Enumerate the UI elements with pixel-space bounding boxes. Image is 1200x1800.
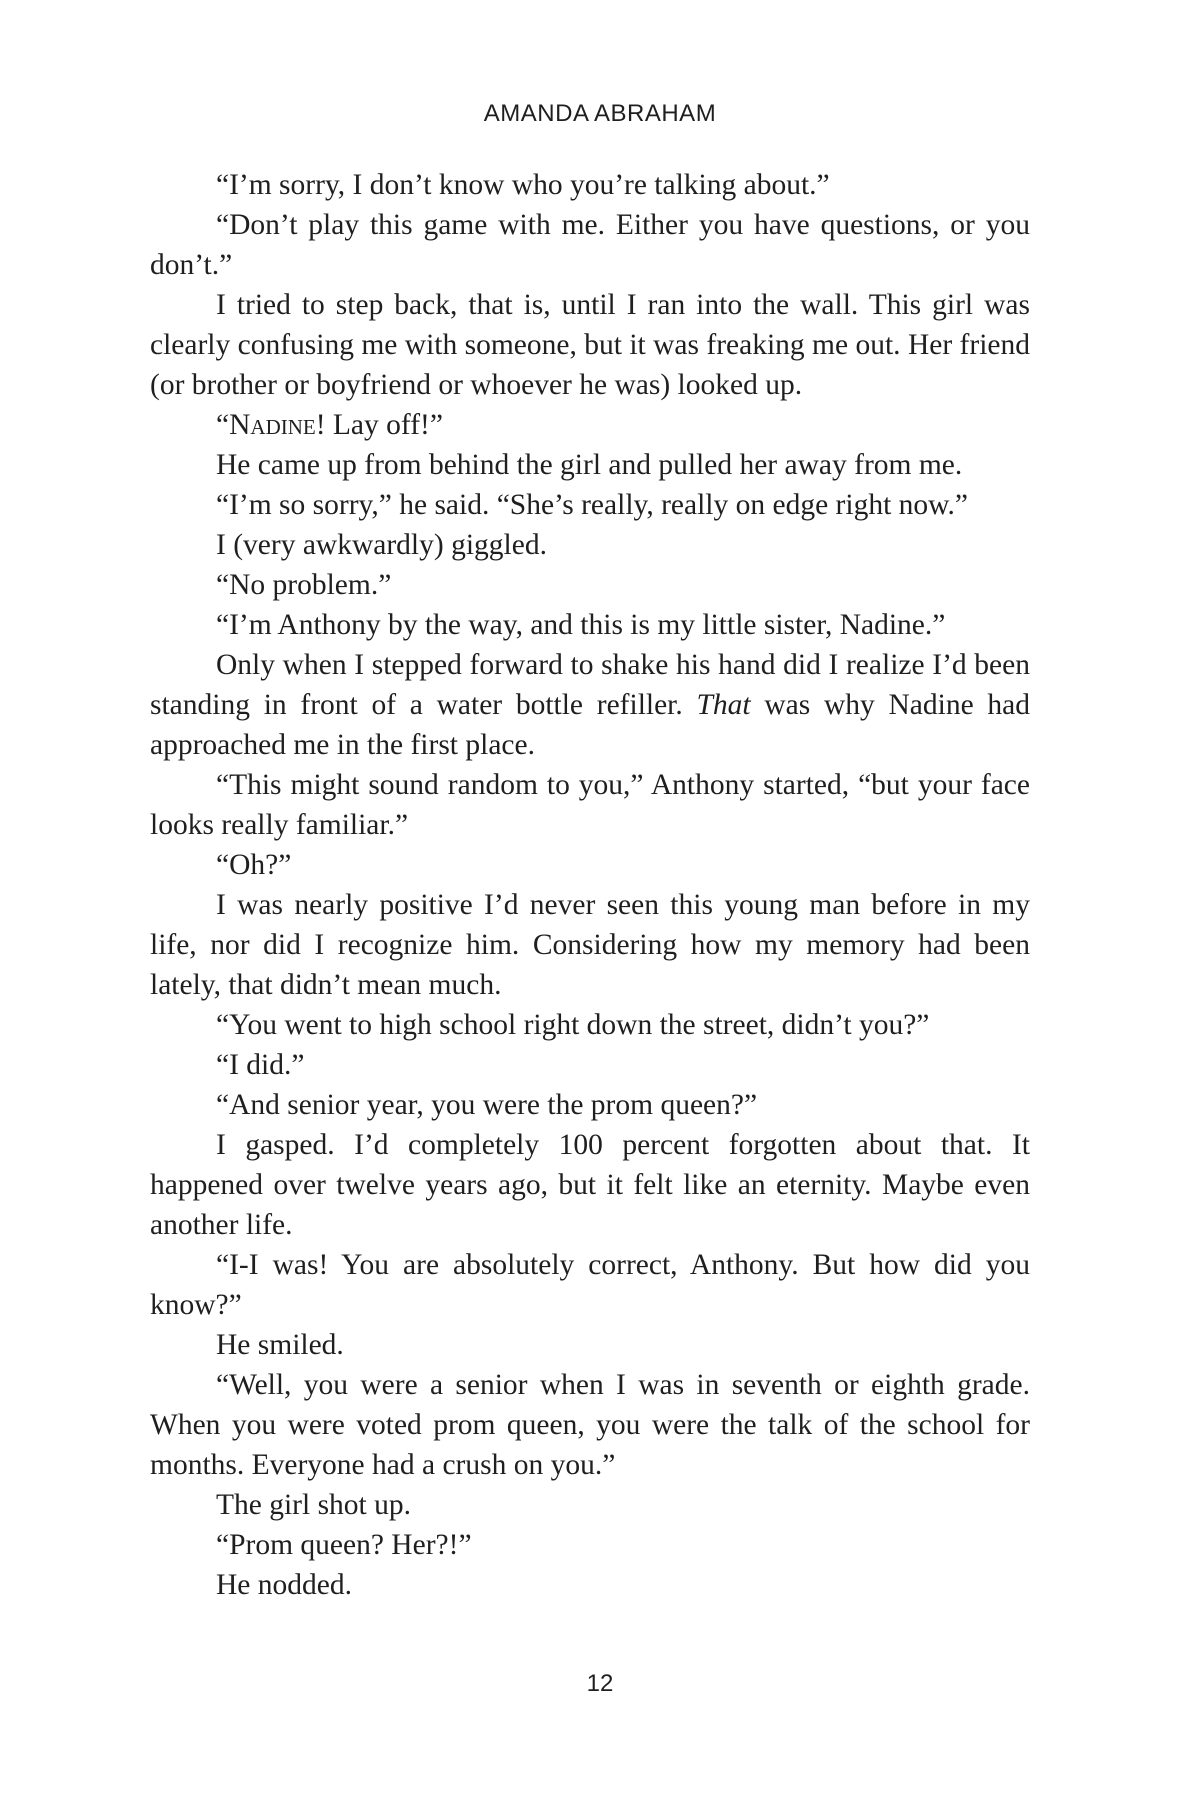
paragraph: “I’m so sorry,” he said. “She’s really, really on edge right now.” (216, 489, 969, 521)
paragraph (150, 405, 1030, 445)
text-run: was why Nadine had approached me in the first place. (150, 689, 1030, 761)
paragraph: “I-I was! You are absolutely correct, Anthony. But how did you know?” (150, 1249, 1030, 1321)
paragraph: “You went to high school right down the street, didn’t you?” (216, 1009, 930, 1041)
quote-rest: ! Lay off!” (315, 409, 443, 441)
paragraph: “This might sound random to you,” Anthony started, “but your face looks really familiar.” (150, 769, 1030, 841)
paragraph: “Well, you were a senior when I was in seventh or eighth grade. When you were voted prom queen, you were the talk of the school for months. Everyone had a crush on you.” (150, 1369, 1030, 1481)
emphasized-word: That (696, 689, 751, 721)
paragraph (150, 645, 1030, 765)
paragraph: “No problem.” (216, 569, 392, 601)
shouted-name: Nadine (229, 409, 316, 441)
body-text (150, 165, 1030, 1605)
paragraph: I (very awkwardly) giggled. (216, 529, 547, 561)
page-number: 12 (586, 1670, 614, 1697)
paragraph: “I’m Anthony by the way, and this is my little sister, Nadine.” (216, 609, 946, 641)
paragraph: “I’m sorry, I don’t know who you’re talking about.” (216, 169, 830, 201)
quote-open: “ (216, 409, 230, 441)
paragraph: “And senior year, you were the prom queen?” (216, 1089, 758, 1121)
paragraph: I was nearly positive I’d never seen this young man before in my life, nor did I recognize him. Considering how my memory had been lately, that didn’t mean much. (150, 889, 1030, 1001)
paragraph: “Don’t play this game with me. Either you have questions, or you don’t.” (150, 209, 1030, 281)
paragraph: “Oh?” (216, 849, 292, 881)
paragraph: I gasped. I’d completely 100 percent forgotten about that. It happened over twelve years ago, but it felt like an eternity. Maybe even another life. (150, 1129, 1030, 1241)
paragraph: “I did.” (216, 1049, 305, 1081)
paragraph: He smiled. (216, 1329, 344, 1361)
text-run: Only when I stepped forward to shake his hand did I realize I’d been standing in front of a water bottle refiller. (150, 649, 1030, 721)
paragraph: I tried to step back, that is, until I ran into the wall. This girl was clearly confusing me with someone, but it was freaking me out. Her friend (or brother or boyfriend or whoever he was) looked up. (150, 289, 1030, 401)
paragraph: He nodded. (216, 1569, 352, 1601)
running-head: AMANDA ABRAHAM (483, 100, 717, 127)
paragraph: “Prom queen? Her?!” (216, 1529, 472, 1561)
paragraph: The girl shot up. (216, 1489, 412, 1521)
paragraph: He came up from behind the girl and pulled her away from me. (216, 449, 963, 481)
